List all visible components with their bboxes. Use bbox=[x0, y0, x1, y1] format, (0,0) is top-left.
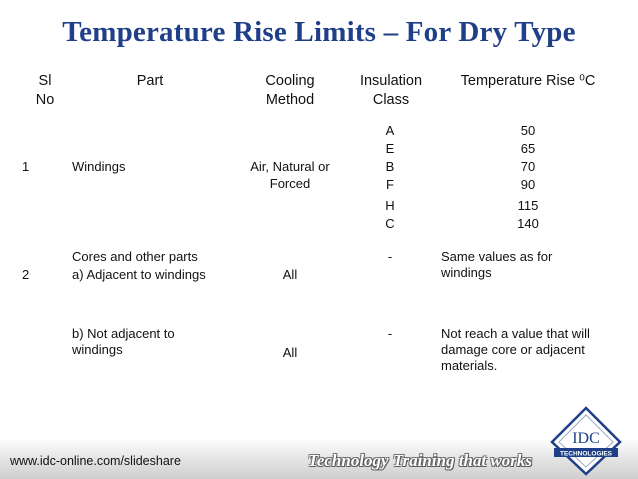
row1-cooling-line1: Air, Natural or bbox=[250, 159, 330, 174]
rise-cell: 65 bbox=[520, 141, 536, 156]
row1-cooling-line2: Forced bbox=[269, 176, 311, 191]
class-cell: H bbox=[385, 198, 395, 213]
row2-sl: 2 bbox=[22, 267, 30, 282]
class-cell: A bbox=[385, 123, 395, 138]
rise-cell: 50 bbox=[520, 123, 536, 138]
row2-heading: Cores and other parts bbox=[72, 249, 198, 264]
footer-url[interactable]: www.idc-online.com/slideshare bbox=[10, 454, 181, 468]
row2b-rise-line2: damage core or adjacent bbox=[441, 342, 585, 357]
rise-cell: 140 bbox=[517, 216, 539, 231]
header-sl-line1: Sl bbox=[38, 73, 52, 89]
logo-subtext: TECHNOLOGIES bbox=[559, 450, 613, 458]
header-cooling-line1: Cooling bbox=[265, 73, 315, 89]
header-cooling-line2: Method bbox=[265, 92, 315, 108]
page-title: Temperature Rise Limits – For Dry Type bbox=[62, 16, 576, 48]
header-insulation-line2: Class bbox=[372, 92, 410, 108]
header-part: Part bbox=[136, 73, 164, 89]
rise-cell: 70 bbox=[520, 159, 536, 174]
idc-logo bbox=[548, 406, 624, 476]
class-cell: E bbox=[385, 141, 395, 156]
row2b-part-line2: windings bbox=[72, 342, 123, 357]
row2a-part: a) Adjacent to windings bbox=[72, 267, 206, 282]
header-temperature-rise: Temperature Rise ⁰C bbox=[460, 73, 596, 89]
row2a-rise-line2: windings bbox=[441, 265, 492, 280]
logo-text: IDC bbox=[572, 430, 600, 447]
footer-tagline: Technology Training that works bbox=[308, 451, 533, 470]
header-insulation-line1: Insulation bbox=[359, 73, 423, 89]
class-cell: F bbox=[386, 177, 394, 192]
row2a-rise-line1: Same values as for bbox=[441, 249, 553, 264]
class-cell: C bbox=[385, 216, 395, 231]
row2a-cooling: All bbox=[282, 267, 298, 282]
row1-part: Windings bbox=[72, 159, 126, 174]
row2b-rise-line1: Not reach a value that will bbox=[441, 326, 590, 341]
row2b-class: - bbox=[387, 326, 393, 341]
row2a-class: - bbox=[387, 249, 393, 264]
row2b-cooling: All bbox=[282, 345, 298, 360]
row2b-rise-line3: materials. bbox=[441, 358, 498, 373]
rise-cell: 90 bbox=[520, 177, 536, 192]
row2b-part-line1: b) Not adjacent to bbox=[72, 326, 175, 341]
row1-sl: 1 bbox=[22, 159, 30, 174]
rise-cell: 115 bbox=[517, 198, 539, 213]
class-cell: B bbox=[385, 159, 395, 174]
header-sl-line2: No bbox=[35, 92, 55, 108]
